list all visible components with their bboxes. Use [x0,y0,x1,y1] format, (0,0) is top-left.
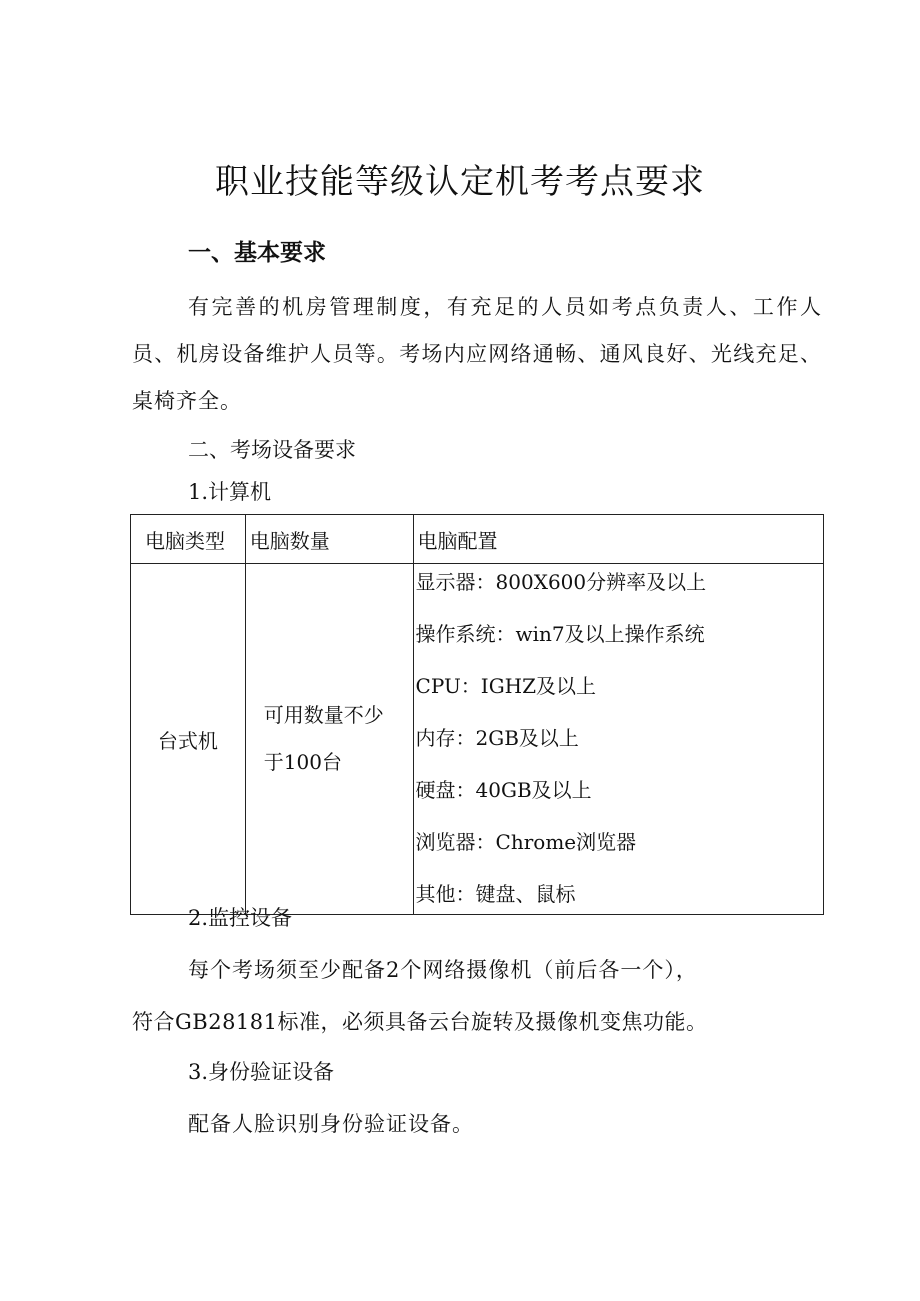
table-header-cell: 电脑数量 [245,515,413,564]
table-row [131,564,824,915]
basic-requirements-paragraph: 有完善的机房管理制度，有充足的人员如考点负责人、工作人员、机房设备维护人员等。考场内应网络通畅、通风良好、光线充足、桌椅齐全。 [132,295,822,413]
config-list [414,564,823,914]
config-item-memory: 内存：2GB及以上 [415,726,579,750]
config-item-display: 显示器：800X600分辨率及以上 [415,570,707,594]
table-header-cell: 电脑类型 [131,515,246,564]
config-item-disk: 硬盘：40GB及以上 [415,778,592,802]
computer-count-cell: 可用数量不少于100台 [245,564,413,915]
config-item-cpu: CPU：IGHZ及以上 [415,674,597,698]
section-heading-equipment: 二、考场设备要求 [188,438,356,462]
identity-text: 配备人脸识别身份验证设备。 [188,1112,474,1136]
computer-spec-table [130,514,824,915]
subheading-computer: 1.计算机 [188,480,272,504]
table-header-cell: 电脑配置 [413,515,823,564]
config-item-browser: 浏览器：Chrome浏览器 [415,830,637,854]
computer-config-cell [413,564,823,915]
monitoring-text-line-2: 符合GB28181标准，必须具备云台旋转及摄像机变焦功能。 [132,1010,708,1034]
config-item-os: 操作系统：win7及以上操作系统 [415,622,705,646]
monitoring-text-line-1: 每个考场须至少配备2个网络摄像机（前后各一个）， [188,958,698,982]
document-title: 职业技能等级认定机考考点要求 [215,162,705,202]
subheading-monitoring: 2.监控设备 [188,906,293,930]
table-header-row [131,515,824,564]
computer-type-cell: 台式机 [131,564,246,915]
config-item-other: 其他：键盘、鼠标 [415,882,576,906]
section-heading-basic-requirements: 一、基本要求 [188,240,326,266]
subheading-identity: 3.身份验证设备 [188,1060,335,1084]
